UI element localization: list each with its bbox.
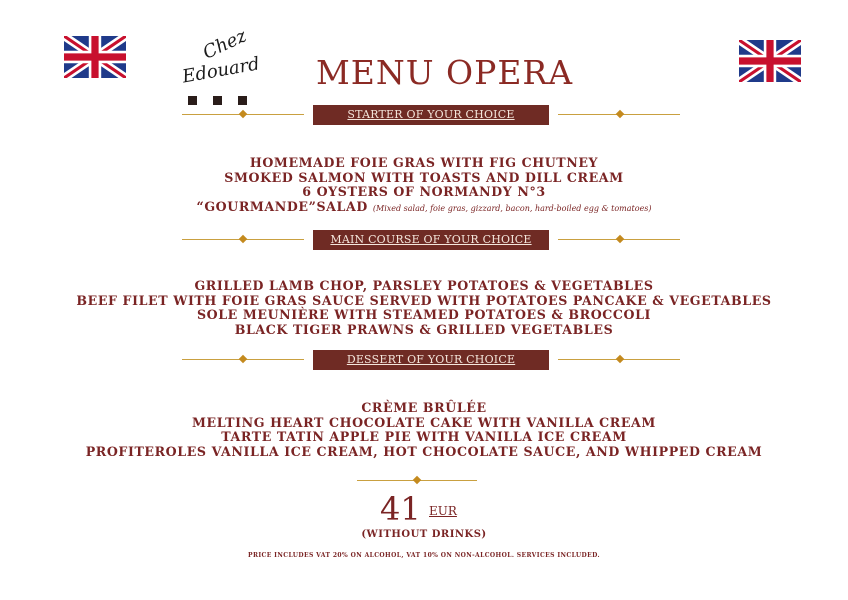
section-heading-starter: STARTER OF YOUR CHOICE [313,105,549,125]
restaurant-logo [180,25,265,109]
menu-item: GRILLED LAMB CHOP, PARSLEY POTATOES & VEGETABLES [194,278,654,293]
section-heading-dessert: DESSERT OF YOUR CHOICE [313,350,549,370]
section-divider-main [182,230,680,250]
menu-title: MENU OPERA [316,53,574,92]
price-divider-diamond [413,476,421,484]
logo-squares [188,96,247,105]
logo-edouard-text: Edouard [180,53,262,88]
menu-item: HOMEMADE FOIE GRAS WITH FIG CHUTNEY [249,155,599,170]
menu-item-text: “GOURMANDE”SALAD [196,198,368,214]
menu-item: TARTE TATIN APPLE PIE WITH VANILLA ICE CREAM [221,429,627,444]
menu-item: PROFITEROLES VANILLA ICE CREAM, HOT CHOCOLATE SAUCE, AND WHIPPED CREAM [85,443,763,459]
logo-chez-text: Chez [199,25,250,64]
menu-item: SOLE MEUNIÈRE WITH STEAMED POTATOES & BROCCOLI [196,307,652,322]
menu-item: SMOKED SALMON WITH TOASTS AND DILL CREAM [224,169,624,185]
menu-item: MELTING HEART CHOCOLATE CAKE WITH VANILLA CREAM [192,414,656,430]
price-condition: (WITHOUT DRINKS) [361,529,487,540]
menu-item: 6 OYSTERS OF NORMANDY N°3 [302,184,546,199]
union-jack-flag-icon [64,36,126,78]
menu-item-note: (Mixed salad, foie gras, gizzard, bacon, hard-boiled egg & tomatoes) [372,203,652,213]
union-jack-flag-icon [739,40,801,82]
dessert-list [0,401,848,459]
section-divider-dessert [182,350,680,370]
section-heading-main: MAIN COURSE OF YOUR CHOICE [313,230,549,250]
main-course-list [0,279,848,337]
starter-list [0,156,848,214]
price-amount: 41 [380,490,421,528]
menu-item: CRÈME BRÛLÉE [361,400,487,415]
menu-item: BLACK TIGER PRAWNS & GRILLED VEGETABLES [234,321,614,337]
section-divider-starter [182,105,680,125]
menu-item [0,200,848,215]
menu-item: BEEF FILET WITH FOIE GRAS SAUCE SERVED WITH POTATOES PANCAKE & VEGETABLES [76,292,772,308]
price-currency: EUR [429,504,457,518]
fine-print: PRICE INCLUDES VAT 20% ON ALCOHOL, VAT 10% ON NON-ALCOHOL. SERVICES INCLUDED. [248,552,600,559]
